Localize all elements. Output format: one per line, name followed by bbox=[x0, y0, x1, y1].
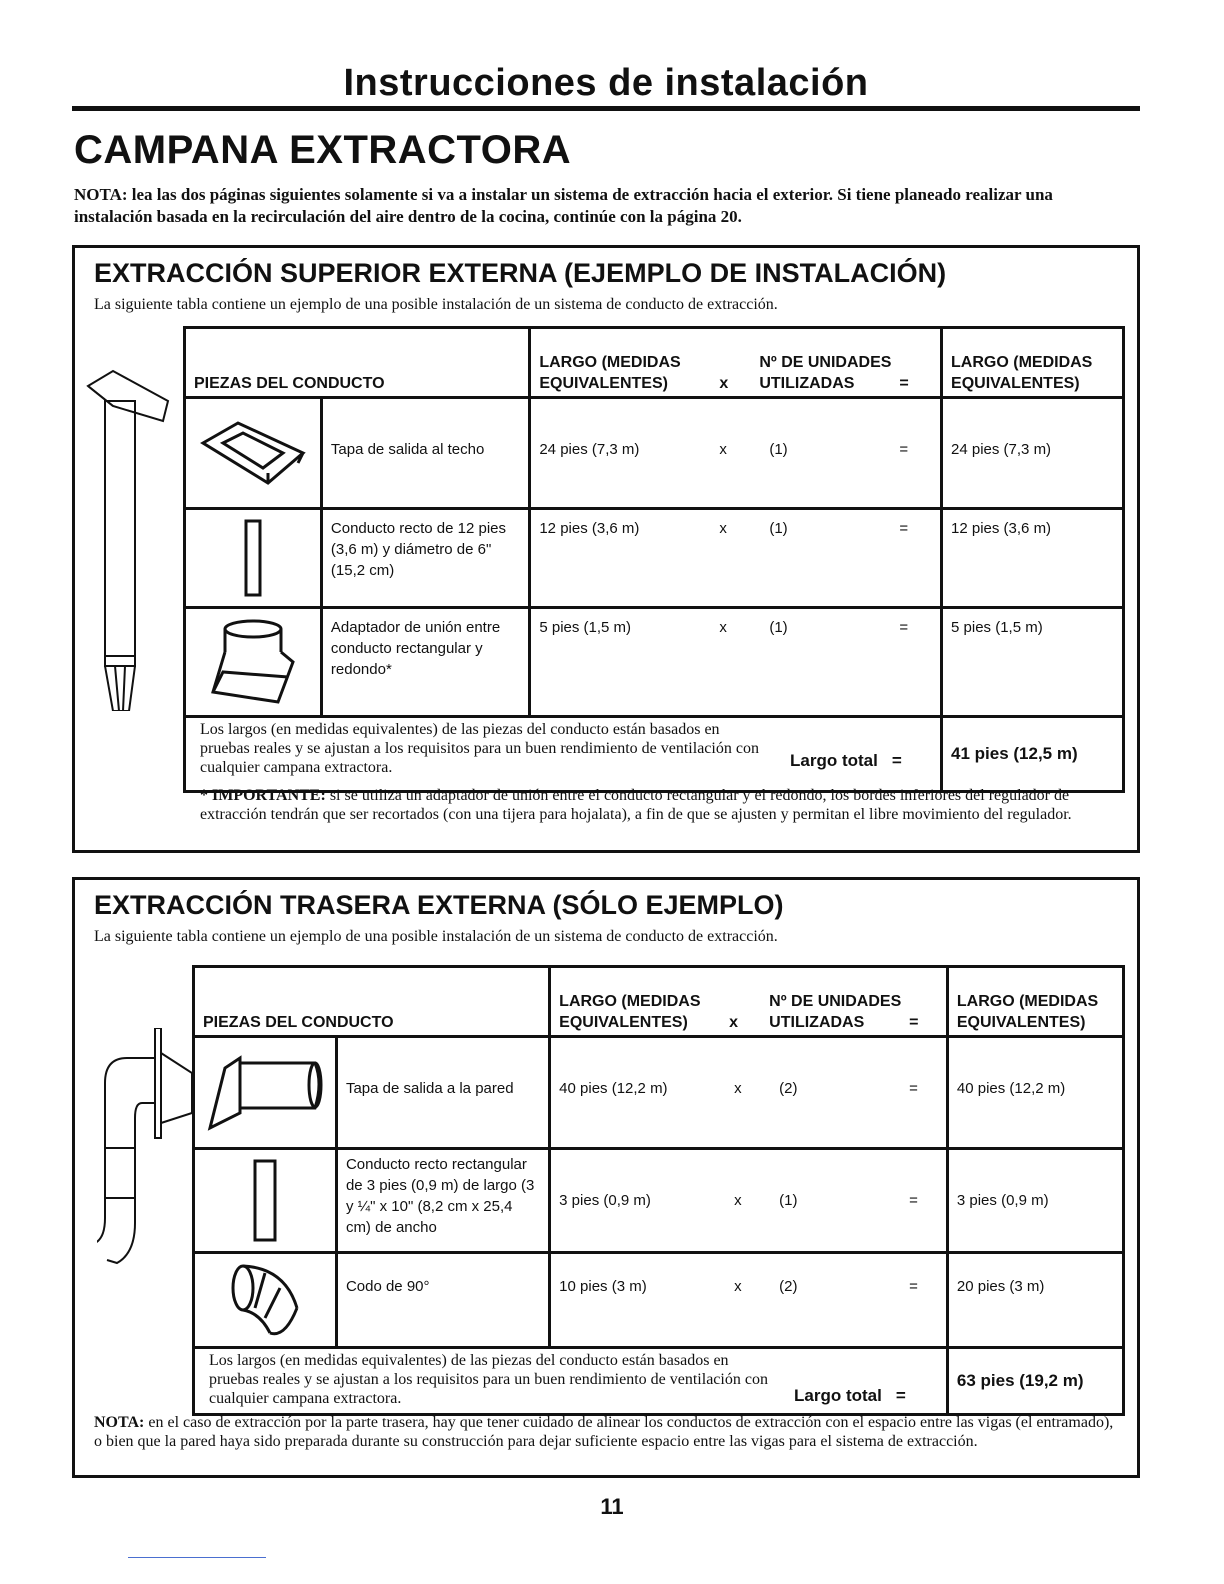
important-label: * IMPORTANTE: bbox=[200, 787, 326, 804]
total-eq: = bbox=[895, 1386, 906, 1405]
duct-table-1 bbox=[183, 326, 1125, 793]
wall-cap-icon bbox=[194, 1037, 337, 1149]
note-label: NOTA: bbox=[94, 1414, 145, 1431]
note-label: NOTA: bbox=[74, 185, 128, 204]
roof-cap-icon bbox=[185, 398, 322, 509]
row-calc: 12 pies (3,6 m) x (1) = bbox=[530, 509, 942, 608]
table-total-row bbox=[185, 717, 1124, 792]
important-note bbox=[200, 786, 1120, 824]
row-calc: 3 pies (0,9 m) x (1) = bbox=[550, 1149, 948, 1253]
col-header-calc: LARGO (MEDIDAS EQUIVALENTES) x Nº DE UNIDADES UTILIZADAS = bbox=[550, 967, 948, 1037]
row-total: 20 pies (3 m) bbox=[947, 1253, 1123, 1348]
row-total: 3 pies (0,9 m) bbox=[947, 1149, 1123, 1253]
table-row bbox=[194, 1037, 1124, 1149]
col-header-largo: LARGO (MEDIDAS EQUIVALENTES) bbox=[942, 328, 1124, 398]
header-rule bbox=[72, 106, 1140, 111]
row-desc: Codo de 90° bbox=[336, 1253, 549, 1348]
row-desc: Tapa de salida a la pared bbox=[336, 1037, 549, 1149]
row-desc: Adaptador de unión entre conducto rectangular y redondo* bbox=[321, 608, 529, 717]
row-calc: 40 pies (12,2 m) x (2) = bbox=[550, 1037, 948, 1149]
section-title: EXTRACCIÓN SUPERIOR EXTERNA (EJEMPLO DE INSTALACIÓN) bbox=[94, 258, 947, 288]
section-subtitle: La siguiente tabla contiene un ejemplo de una posible instalación de un sistema de conducto de extracción. bbox=[94, 928, 778, 945]
rear-note bbox=[94, 1413, 1124, 1451]
wall-duct-assembly-icon bbox=[97, 1028, 197, 1268]
section-title: EXTRACCIÓN TRASERA EXTERNA (SÓLO EJEMPLO) bbox=[94, 890, 784, 920]
table-row bbox=[185, 608, 1124, 717]
rectangular-duct-icon bbox=[194, 1149, 337, 1253]
row-desc: Conducto recto rectangular de 3 pies (0,9 m) de largo (3 y ¼" x 10" (8,2 cm x 25,4 cm) de ancho bbox=[336, 1149, 549, 1253]
row-total: 12 pies (3,6 m) bbox=[942, 509, 1124, 608]
section-subtitle: La siguiente tabla contiene un ejemplo de una posible instalación de un sistema de conducto de extracción. bbox=[94, 296, 778, 313]
section-rear-exhaust bbox=[72, 877, 1140, 1478]
row-total: 5 pies (1,5 m) bbox=[942, 608, 1124, 717]
total-eq: = bbox=[891, 751, 902, 770]
table-row bbox=[194, 1149, 1124, 1253]
table-row bbox=[185, 509, 1124, 608]
page-number: 11 bbox=[600, 1494, 624, 1519]
footer-line bbox=[128, 1557, 266, 1558]
straight-duct-icon bbox=[185, 509, 322, 608]
important-text: si se utiliza un adaptador de unión entre el conducto rectangular y el redondo, los bordes inferiores del regulador de extracción tendrán que ser recortados (con una tijera para hojalata), a fin de que se ajusten y permitan el libre movimiento del regulador. bbox=[200, 787, 1072, 823]
section-top-exhaust bbox=[72, 245, 1140, 853]
note-text: en el caso de extracción por la parte trasera, hay que tener cuidado de alinear los conductos de extracción con el espacio entre las vigas (el entramado), o bien que la pared haya sido preparada durante su construcción para dejar suficiente espacio entre las vigas para el sistema de extracción. bbox=[94, 1414, 1114, 1450]
page-title: CAMPANA EXTRACTORA bbox=[74, 128, 572, 172]
row-desc: Conducto recto de 12 pies (3,6 m) y diámetro de 6" (15,2 cm) bbox=[321, 509, 529, 608]
duct-table-2 bbox=[192, 965, 1125, 1416]
total-label: Largo total bbox=[794, 1386, 882, 1405]
footnote: Los largos (en medidas equivalentes) de las piezas del conducto están basados en pruebas reales y se ajustan a los requisitos para un buen rendimiento de ventilación con cualquier campana extractora. bbox=[209, 1352, 768, 1407]
note-text: lea las dos páginas siguientes solamente si va a instalar un sistema de extracción hacia el exterior. Si tiene planeado realizar una instalación basada en la recirculación del aire dentro de la cocina, continúe con la página 20. bbox=[74, 185, 1053, 226]
total-label: Largo total bbox=[790, 751, 878, 770]
row-calc: 5 pies (1,5 m) x (1) = bbox=[530, 608, 942, 717]
total-row-left bbox=[185, 717, 942, 792]
total-value: 63 pies (19,2 m) bbox=[947, 1348, 1123, 1415]
total-value: 41 pies (12,5 m) bbox=[942, 717, 1124, 792]
top-note bbox=[74, 184, 1134, 228]
table-row bbox=[185, 398, 1124, 509]
col-header-piezas: PIEZAS DEL CONDUCTO bbox=[185, 328, 530, 398]
row-desc: Tapa de salida al techo bbox=[321, 398, 529, 509]
footnote: Los largos (en medidas equivalentes) de las piezas del conducto están basados en pruebas reales y se ajustan a los requisitos para un buen rendimiento de ventilación con cualquier campana extractora. bbox=[200, 721, 759, 776]
header-title: Instrucciones de instalación bbox=[343, 62, 869, 104]
col-header-largo: LARGO (MEDIDAS EQUIVALENTES) bbox=[947, 967, 1123, 1037]
row-calc: 24 pies (7,3 m) x (1) = bbox=[530, 398, 942, 509]
table-total-row bbox=[194, 1348, 1124, 1415]
elbow-90-icon bbox=[194, 1253, 337, 1348]
row-total: 24 pies (7,3 m) bbox=[942, 398, 1124, 509]
total-row-left bbox=[194, 1348, 948, 1415]
row-calc: 10 pies (3 m) x (2) = bbox=[550, 1253, 948, 1348]
transition-adapter-icon bbox=[185, 608, 322, 717]
col-header-calc: LARGO (MEDIDAS EQUIVALENTES) x Nº DE UNIDADES UTILIZADAS = bbox=[530, 328, 942, 398]
table-row bbox=[194, 1253, 1124, 1348]
roof-duct-assembly-icon bbox=[83, 366, 178, 711]
col-header-piezas: PIEZAS DEL CONDUCTO bbox=[194, 967, 550, 1037]
row-total: 40 pies (12,2 m) bbox=[947, 1037, 1123, 1149]
